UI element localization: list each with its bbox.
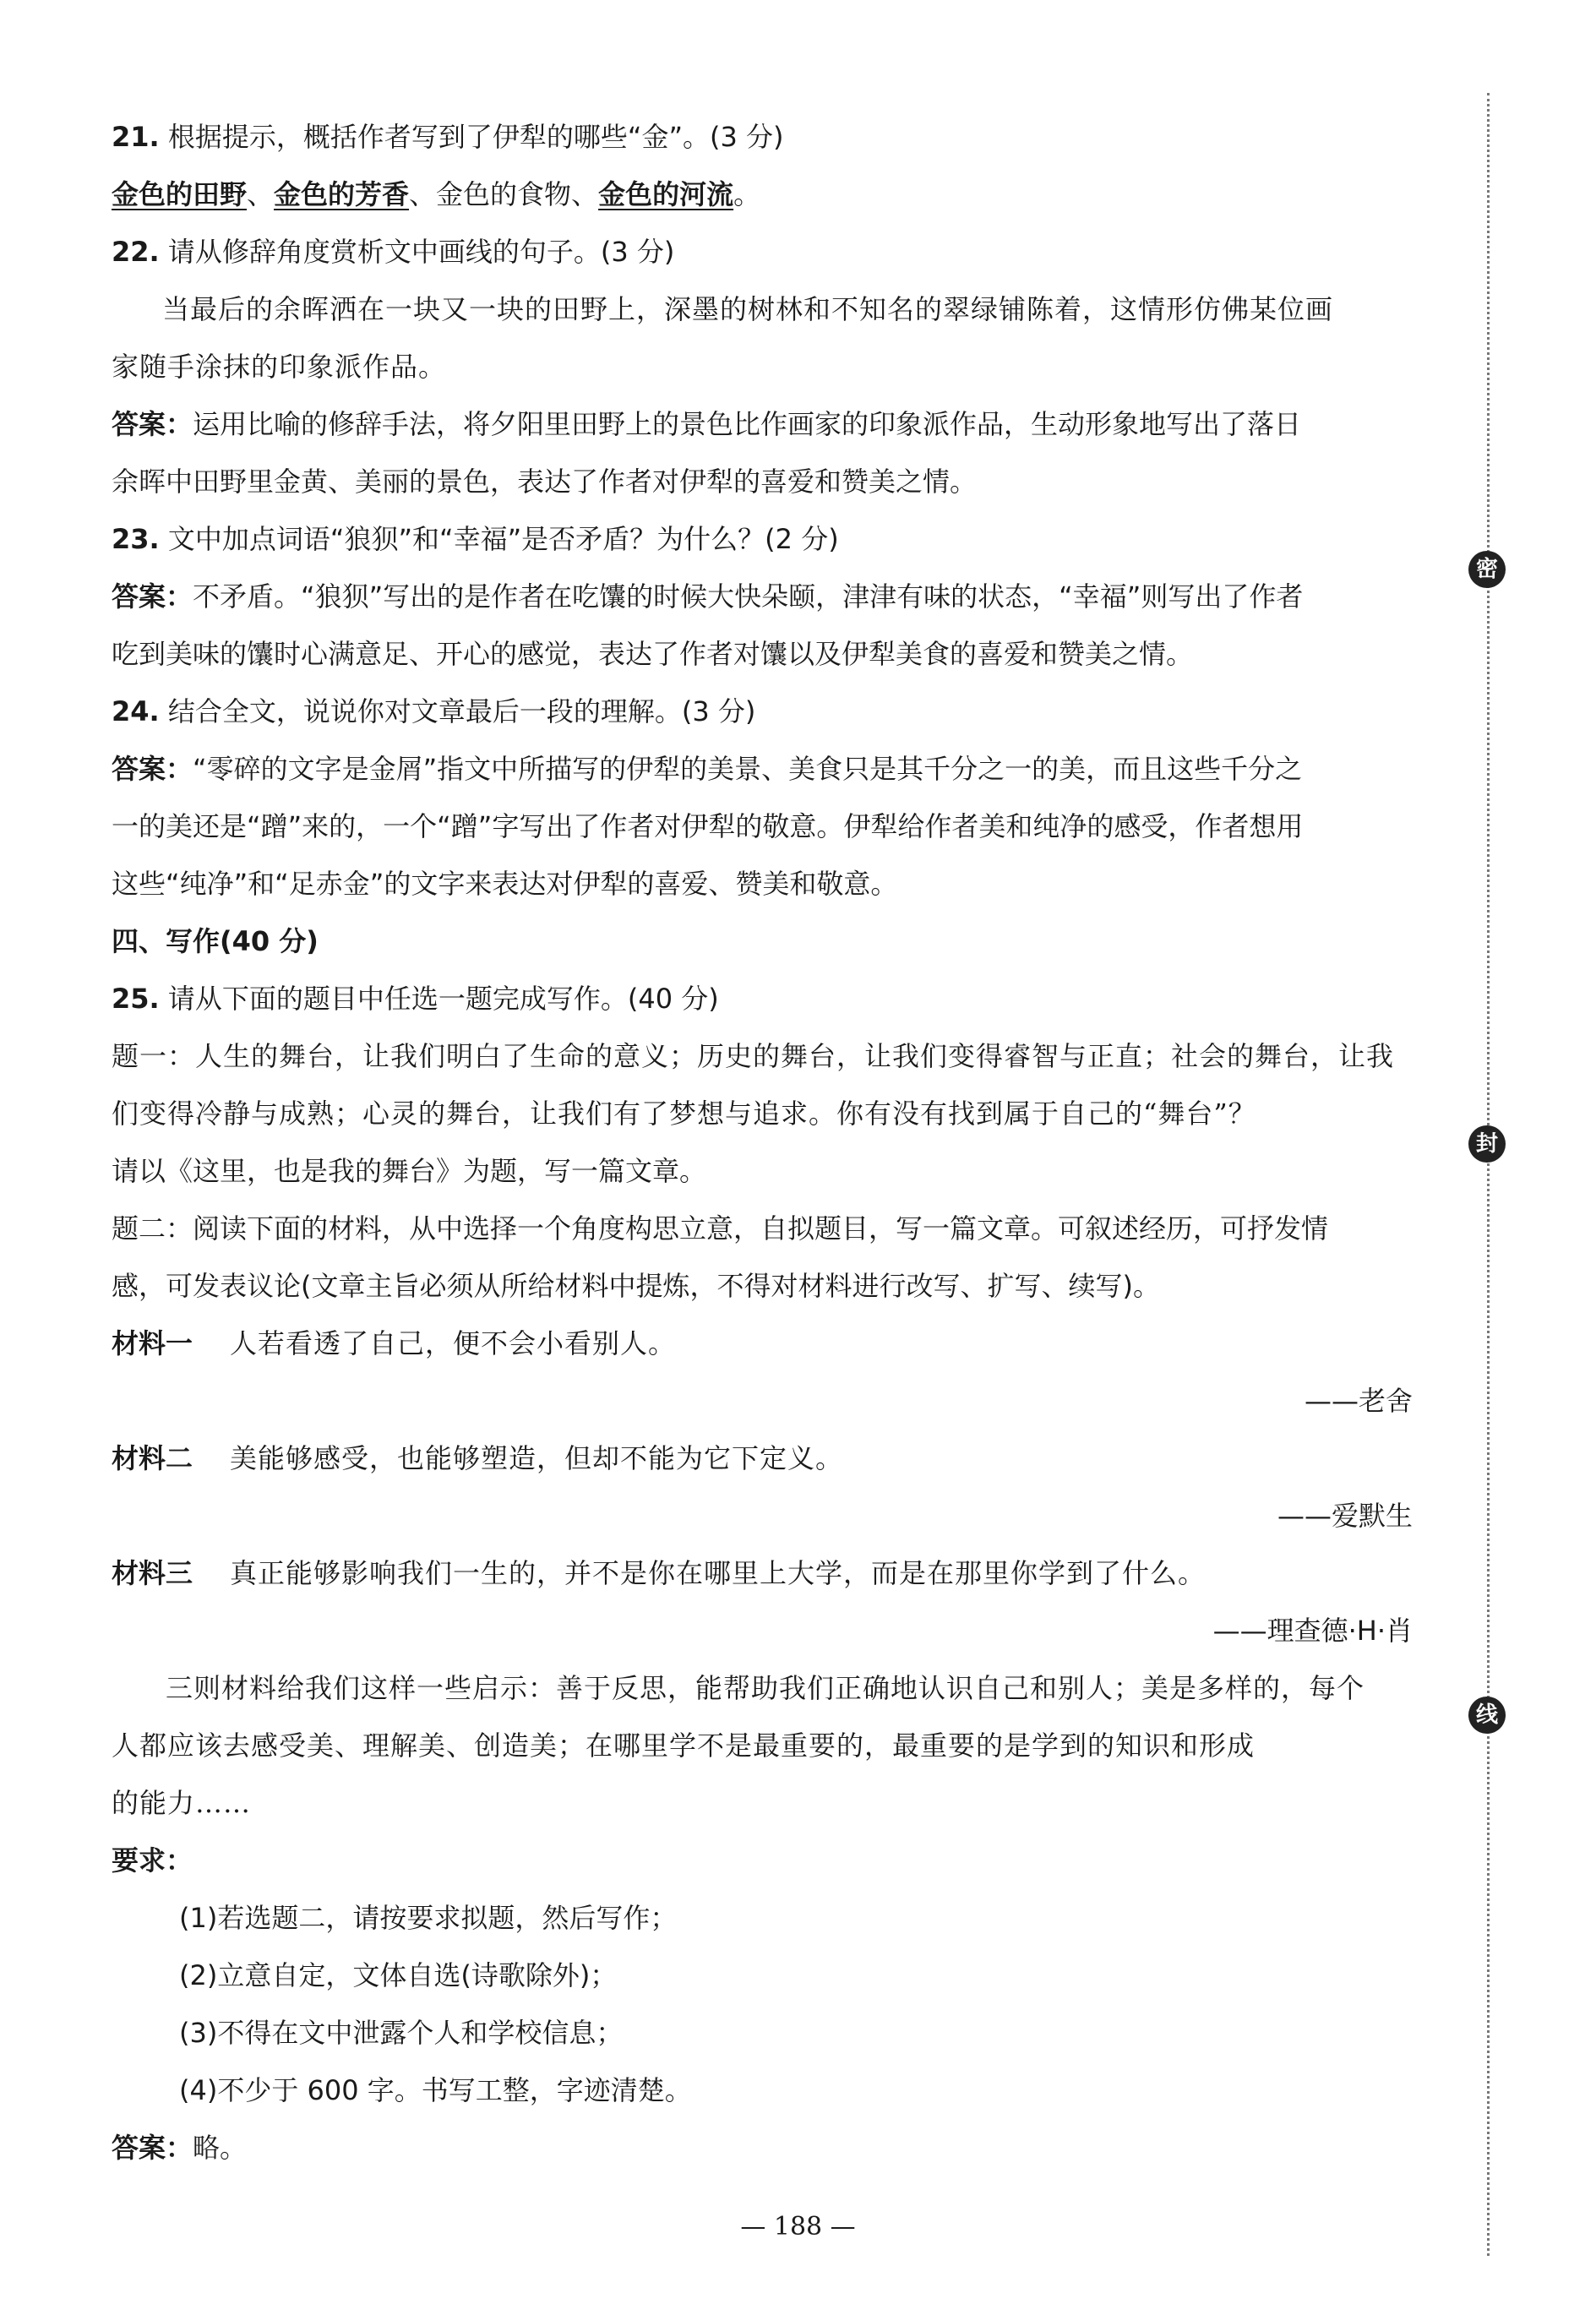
answer-term: 金色的河流 <box>598 178 734 210</box>
material-label: 材料一 <box>112 1327 193 1359</box>
answer-text-cont: 一的美还是“蹭”来的，一个“蹭”字写出了作者对伊犁的敬意。伊犁给作者美和纯净的感受，作者想用 <box>112 810 1304 842</box>
requirement-item: (4)不少于 600 字。书写工整，字迹清楚。 <box>179 2074 692 2106</box>
question-number: 24. <box>112 695 160 727</box>
question-number: 22. <box>112 236 160 268</box>
materials-summary-cont: 人都应该去感受美、理解美、创造美；在哪里学不是最重要的，最重要的是学到的知识和形成 <box>112 1729 1256 1762</box>
page-number: — 188 — <box>740 2212 856 2241</box>
answer-text-cont: 这些“纯净”和“足赤金”的文字来表达对伊犁的喜爱、赞美和敬意。 <box>112 868 898 900</box>
question-number: 23. <box>112 523 160 555</box>
binding-mark-mi: 密 <box>1468 551 1506 588</box>
question-text: 请从修辞角度赏析文中画线的句子。(3 分) <box>167 236 675 268</box>
question-22 <box>112 223 1413 281</box>
requirements-label: 要求： <box>112 1844 193 1877</box>
topic-2: 题二：阅读下面的材料，从中选择一个角度构思立意，自拟题目，写一篇文章。可叙述经历，可抒发情 <box>112 1212 1329 1245</box>
question-23 <box>112 510 1413 568</box>
answer-text-cont: 余晖中田野里金黄、美丽的景色，表达了作者对伊犁的喜爱和赞美之情。 <box>112 466 978 498</box>
topic-2-cont: 感，可发表议论(文章主旨必须从所给材料中提炼，不得对材料进行改写、扩写、续写)。 <box>112 1270 1160 1302</box>
material-text: 真正能够影响我们一生的，并不是你在哪里上大学，而是在那里你学到了什么。 <box>230 1557 1207 1589</box>
question-number: 25. <box>112 983 160 1015</box>
requirement-item: (3)不得在文中泄露个人和学校信息； <box>179 2017 624 2049</box>
material-attribution: ——老舍 <box>1304 1385 1413 1417</box>
question-24 <box>112 683 1413 740</box>
quoted-sentence-cont: 家随手涂抹的印象派作品。 <box>112 351 447 383</box>
answer-term: 金色的田野 <box>112 178 248 210</box>
answer-text: 不矛盾。“狼狈”写出的是作者在吃馕的时候大快朵颐，津津有味的状态，“幸福”则写出了作者 <box>193 580 1304 613</box>
binding-mark-xian: 线 <box>1468 1697 1506 1734</box>
material-1 <box>112 1315 1413 1372</box>
topic-1: 题一：人生的舞台，让我们明白了生命的意义；历史的舞台，让我们变得睿智与正直；社会的舞台，让我 <box>112 1040 1395 1072</box>
question-text: 文中加点词语“狼狈”和“幸福”是否矛盾？为什么？(2 分) <box>167 523 839 555</box>
question-21-answer <box>112 166 1413 223</box>
answer-separator: 、 <box>247 178 275 210</box>
requirement-item: (2)立意自定，文体自选(诗歌除外)； <box>179 1959 618 1991</box>
topic-1-instruction: 请以《这里，也是我的舞台》为题，写一篇文章。 <box>112 1155 707 1187</box>
answer-text: 运用比喻的修辞手法，将夕阳里田野上的景色比作画家的印象派作品，生动形象地写出了落日 <box>193 408 1302 440</box>
material-attribution: ——理查德·H·肖 <box>1212 1615 1413 1647</box>
question-24-answer <box>112 740 1413 798</box>
answer-separator: 、金色的食物、 <box>409 178 599 210</box>
question-25-answer <box>112 2119 1413 2176</box>
materials-summary: 三则材料给我们这样一些启示：善于反思，能帮助我们正确地认识自己和别人；美是多样的，每个 <box>166 1672 1365 1704</box>
section-heading: 四、写作(40 分) <box>112 925 319 957</box>
answer-label: 答案： <box>112 753 193 785</box>
quoted-sentence: 当最后的余晖洒在一块又一块的田野上，深墨的树林和不知名的翠绿铺陈着，这情形仿佛某位画 <box>162 293 1334 325</box>
material-attribution: ——爱默生 <box>1277 1500 1413 1532</box>
answer-text: “零碎的文字是金屑”指文中所描写的伊犁的美景、美食只是其千分之一的美，而且这些千分之 <box>193 753 1303 785</box>
question-22-answer <box>112 395 1413 453</box>
question-21 <box>112 108 1413 166</box>
answer-end: 。 <box>733 178 761 210</box>
answer-text: 略。 <box>193 2132 248 2164</box>
page-content <box>112 108 1413 2176</box>
answer-label: 答案： <box>112 580 193 613</box>
answer-term: 金色的芳香 <box>274 178 410 210</box>
question-number: 21. <box>112 121 160 153</box>
material-text: 美能够感受，也能够塑造，但却不能为它下定义。 <box>230 1442 844 1474</box>
material-label: 材料二 <box>112 1442 193 1474</box>
materials-summary-cont: 的能力…… <box>112 1787 252 1819</box>
material-3 <box>112 1544 1413 1602</box>
answer-label: 答案： <box>112 408 193 440</box>
question-23-answer <box>112 568 1413 625</box>
binding-dotted-line <box>1487 93 1490 2256</box>
question-text: 根据提示，概括作者写到了伊犁的哪些“金”。(3 分) <box>167 121 784 153</box>
question-25 <box>112 970 1413 1027</box>
binding-mark-feng: 封 <box>1468 1125 1506 1163</box>
answer-text-cont: 吃到美味的馕时心满意足、开心的感觉，表达了作者对馕以及伊犁美食的喜爱和赞美之情。 <box>112 638 1194 670</box>
question-text: 请从下面的题目中任选一题完成写作。(40 分) <box>167 983 719 1015</box>
question-text: 结合全文，说说你对文章最后一段的理解。(3 分) <box>167 695 756 727</box>
material-label: 材料三 <box>112 1557 193 1589</box>
material-text: 人若看透了自己，便不会小看别人。 <box>230 1327 677 1359</box>
material-2 <box>112 1430 1413 1487</box>
requirement-item: (1)若选题二，请按要求拟题，然后写作； <box>179 1902 678 1934</box>
answer-label: 答案： <box>112 2132 193 2164</box>
topic-1-cont: 们变得冷静与成熟；心灵的舞台，让我们有了梦想与追求。你有没有找到属于自己的“舞台”？ <box>112 1098 1256 1130</box>
